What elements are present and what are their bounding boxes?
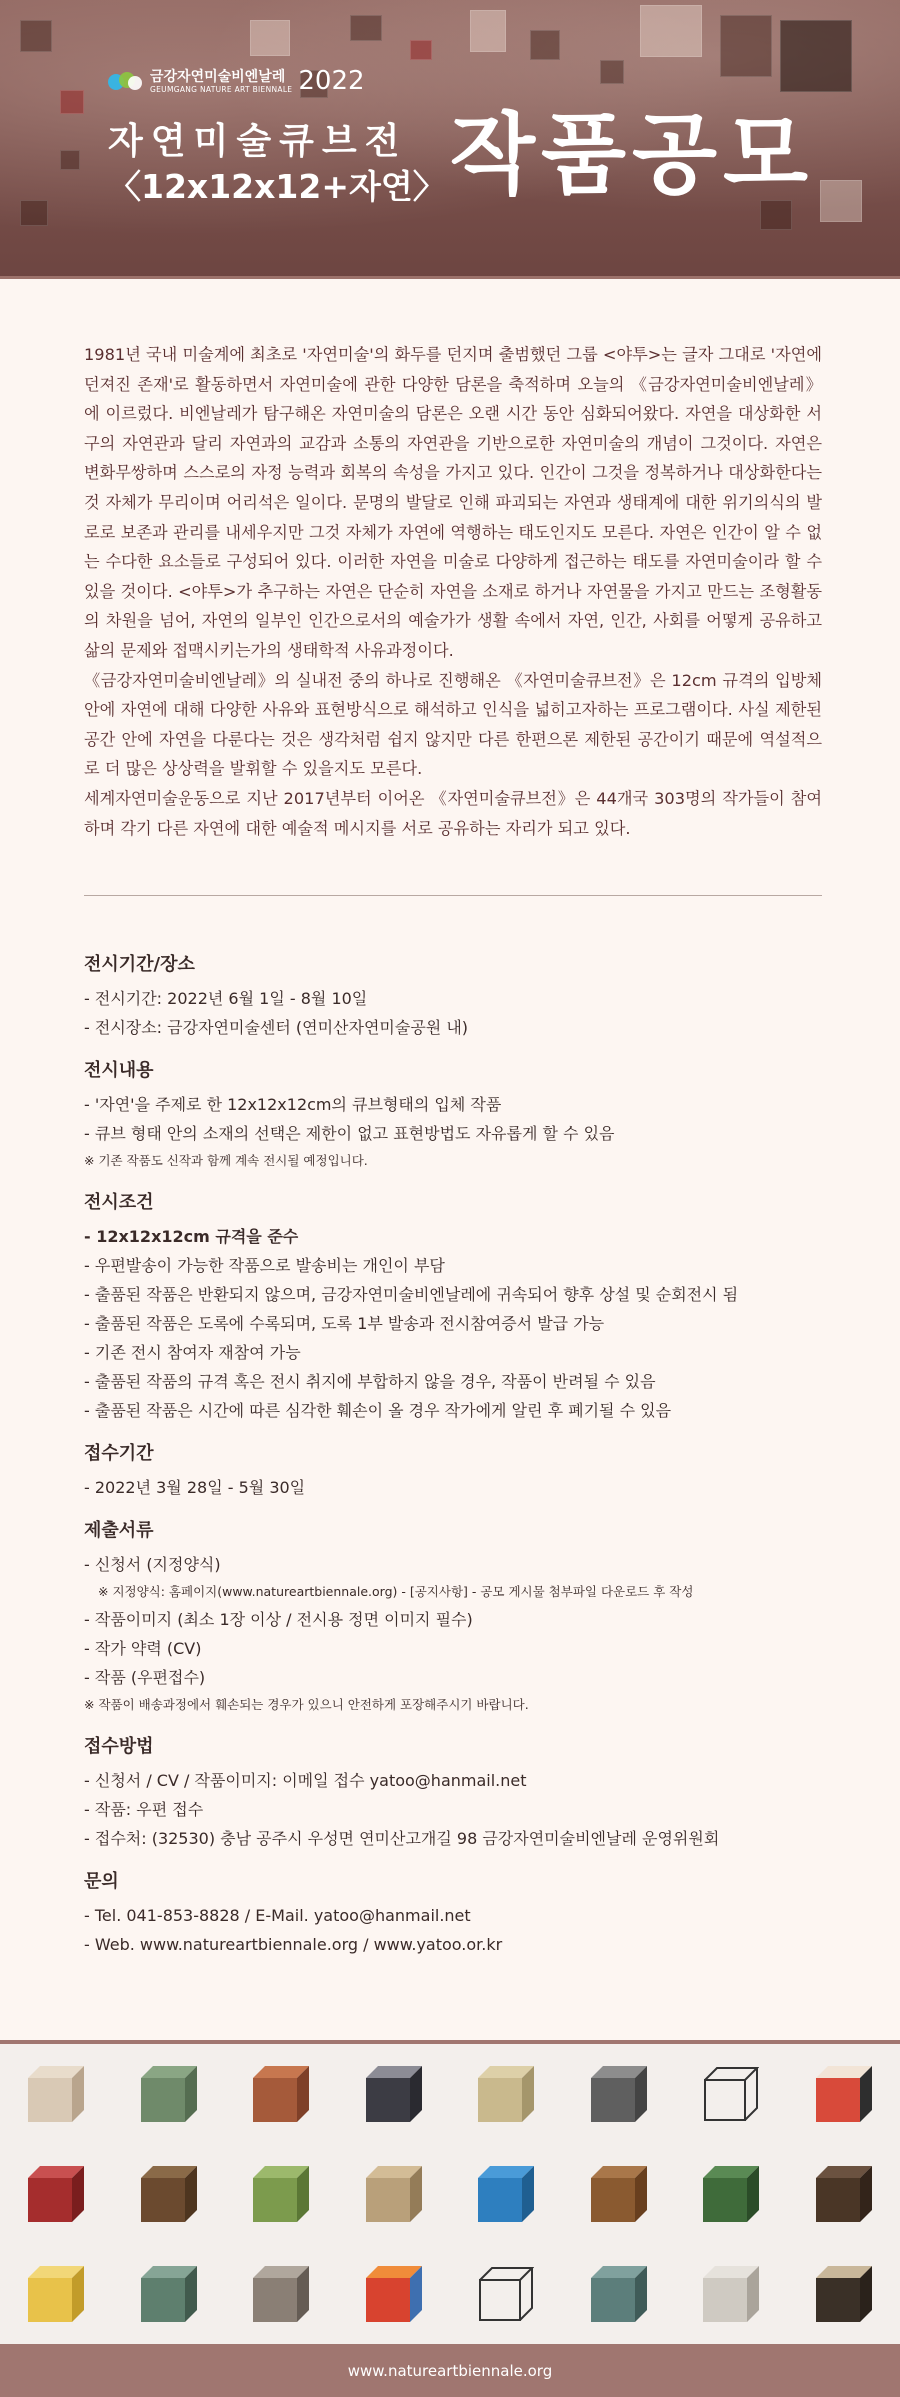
header-divider xyxy=(0,276,900,279)
paint-cube-icon xyxy=(366,2266,422,2322)
layered-cube-icon xyxy=(253,2266,309,2322)
artwork-thumbnail xyxy=(788,2044,900,2144)
content-line: - 큐브 형태 안의 소재의 선택은 제한이 없고 표현방법도 자유롭게 할 수 있음 xyxy=(84,1124,615,1143)
felt-cube-icon xyxy=(366,2066,422,2122)
section-method xyxy=(84,1732,844,1853)
footer-url-link[interactable]: www.natureartbiennale.org xyxy=(347,2361,553,2380)
logo-korean-text: 금강자연미술비엔날레 xyxy=(150,68,286,85)
artwork-thumbnail xyxy=(0,2244,113,2344)
section-content xyxy=(84,1056,844,1174)
artwork-thumbnail xyxy=(450,2044,563,2144)
section-contact xyxy=(84,1867,844,1959)
artwork-thumbnail xyxy=(675,2244,788,2344)
exhibition-title: 자연미술큐브전 xyxy=(108,121,408,162)
strata-cube-icon xyxy=(816,2266,872,2322)
method-line: - 작품: 우편 접수 xyxy=(84,1800,204,1819)
exhibition-subtitle: 〈12x12x12+자연〉 xyxy=(108,167,446,206)
contact-line: - Tel. 041-853-8828 / E-Mail. yatoo@hanmail.net xyxy=(84,1906,471,1925)
grass-cube-icon xyxy=(478,2066,534,2122)
document-line: - 신청서 (지정양식) xyxy=(84,1555,221,1574)
condition-line: - 우편발송이 가능한 작품으로 발송비는 개인이 부담 xyxy=(84,1256,445,1275)
dots-cube-icon xyxy=(816,2066,872,2122)
logo-english-text: GEUMGANG NATURE ART BIENNALE xyxy=(150,84,293,94)
method-line: - 접수처: (32530) 충남 공주시 우성면 연미산고개길 98 금강자연미술비엔날레 운영위원회 xyxy=(84,1829,720,1848)
artwork-thumbnail xyxy=(225,2144,338,2244)
moss-cube-icon xyxy=(703,2166,759,2222)
rust-cube-icon xyxy=(253,2066,309,2122)
artwork-thumbnail xyxy=(450,2144,563,2244)
deadline-line: - 2022년 3월 28일 - 5월 30일 xyxy=(84,1478,306,1497)
red-cube-icon xyxy=(28,2166,84,2222)
teal-cube-icon xyxy=(591,2266,647,2322)
section-title: 접수방법 xyxy=(84,1736,154,1757)
section-conditions xyxy=(84,1188,844,1425)
section-title: 접수기간 xyxy=(84,1443,154,1464)
seesaw-cube-icon xyxy=(141,2066,197,2122)
cheese-cube-icon xyxy=(28,2266,84,2322)
page-title: 작품공모 xyxy=(450,103,815,206)
document-note: ※ 작품이 배송과정에서 훼손되는 경우가 있으니 안전하게 포장해주시기 바랍니다. xyxy=(84,1697,529,1712)
artwork-thumbnail xyxy=(338,2144,451,2244)
section-period xyxy=(84,950,844,1042)
document-line: - 작품이미지 (최소 1장 이상 / 전시용 정면 이미지 필수) xyxy=(84,1610,473,1629)
condition-line: - 출품된 작품은 도록에 수록되며, 도록 1부 발송과 전시참여증서 발급 가능 xyxy=(84,1314,605,1333)
section-title: 전시기간/장소 xyxy=(84,954,195,975)
intro-text xyxy=(84,340,822,843)
blue-cube-icon xyxy=(478,2166,534,2222)
artwork-thumbnail xyxy=(0,2144,113,2244)
frame-cube-icon xyxy=(478,2266,534,2322)
document-line: - 작가 약력 (CV) xyxy=(84,1639,202,1658)
condition-line: - 12x12x12cm 규격을 준수 xyxy=(84,1227,299,1246)
artwork-thumbnail xyxy=(0,2044,113,2144)
biennale-logo[interactable] xyxy=(108,66,365,96)
section-title: 제출서류 xyxy=(84,1520,154,1541)
condition-line: - 기존 전시 참여자 재참여 가능 xyxy=(84,1343,301,1362)
artwork-thumbnail xyxy=(675,2144,788,2244)
content-note: ※ 기존 작품도 신작과 함께 계속 전시될 예정입니다. xyxy=(84,1153,368,1168)
section-deadline xyxy=(84,1439,844,1502)
section-documents xyxy=(84,1516,844,1718)
mountain-cube-icon xyxy=(141,2266,197,2322)
artwork-thumbnail xyxy=(675,2044,788,2144)
condition-line: - 출품된 작품은 시간에 따른 심각한 훼손이 올 경우 작가에게 알린 후 폐기될 수 있음 xyxy=(84,1401,672,1420)
artwork-thumbnail xyxy=(113,2144,226,2244)
intro-paragraph-3: 세계자연미술운동으로 지난 2017년부터 이어온 《자연미술큐브전》은 44개국 303명의 작가들이 참여하며 각기 다른 자연에 대한 예술적 메시지를 서로 공유하는 자리가 되고 있다. xyxy=(84,788,822,838)
call-details xyxy=(84,950,844,1973)
document-line: - 작품 (우편접수) xyxy=(84,1668,206,1687)
intro-paragraph-1: 1981년 국내 미술계에 최초로 '자연미술'의 화두를 던지며 출범했던 그룹 <야투>는 글자 그대로 '자연에 던져진 존재'로 활동하면서 자연미술에 관한 다양한 담론을 축적하며 오늘의 《금강자연미술비엔날레》에 이르렀다. 비엔날레가 탐구해온 자연미술의 담론은 오랜 시간 동안 심화되어왔다. 자연을 대상화한 서구의 자연관과 달리 자연과의 교감과 소통의 자연관을 기반으로한 자연미술의 개념이 그것이다. 자연은 변화무쌍하며 스스로의 자정 능력과 회복의 속성을 가지고 있다. 인간이 그것을 정복하거나 대상화한다는 것 자체가 무리이며 어리석은 일이다. 문명의 발달로 인해 파괴되는 자연과 생태계에 대한 위기의식의 발로로 보존과 관리를 내세우지만 그것 자체가 자연에 역행하는 태도인지도 모른다. 자연은 인간이 알 수 없는 수다한 요소들로 구성되어 있다. 이러한 자연을 미술로 다양하게 접근하는 태도를 자연미술이라 할 수 있을 것이다. <야투>가 추구하는 자연은 단순히 자연을 소재로 하거나 자연물을 가지고 만드는 조형활동의 차원을 넘어, 자연의 일부인 인간으로서의 예술가가 생활 속에서 자연, 인간, 사회를 어떻게 공유하고 삶의 문제와 접맥시키는가의 생태학적 사유과정이다. xyxy=(84,345,822,660)
artwork-thumbnail xyxy=(450,2244,563,2344)
content-line: - '자연'을 주제로 한 12x12x12cm의 큐브형태의 입체 작품 xyxy=(84,1095,502,1114)
dark-wood-cube-icon xyxy=(816,2166,872,2222)
artwork-thumbnail xyxy=(113,2244,226,2344)
artwork-thumbnail xyxy=(113,2044,226,2144)
logo-year: 2022 xyxy=(298,66,365,96)
period-line: - 전시기간: 2022년 6월 1일 - 8월 10일 xyxy=(84,989,368,1008)
green-wire-cube-icon xyxy=(253,2166,309,2222)
white-rock-cube-icon xyxy=(703,2266,759,2322)
section-title: 문의 xyxy=(84,1871,119,1892)
intro-paragraph-2: 《금강자연미술비엔날레》의 실내전 중의 하나로 진행해온 《자연미술큐브전》은 12cm 규격의 입방체 안에 자연에 대해 다양한 사유와 표현방식으로 해석하고 인식을 넓히고자하는 프로그램이다. 사실 제한된 공간 안에 자연을 다룬다는 것은 생각처럼 쉽지 않지만 다른 한편으론 제한된 공간이기 때문에 역설적으로 더 많은 상상력을 발휘할 수 있을지도 모른다. xyxy=(84,670,822,779)
condition-line: - 출품된 작품은 반환되지 않으며, 금강자연미술비엔날레에 귀속되어 향후 상설 및 순회전시 됨 xyxy=(84,1285,739,1304)
footer xyxy=(0,2344,900,2397)
artwork-thumbnail xyxy=(338,2044,451,2144)
condition-line: - 출품된 작품의 규격 혹은 전시 취지에 부합하지 않을 경우, 작품이 반려될 수 있음 xyxy=(84,1372,656,1391)
wire-cube-icon xyxy=(703,2066,759,2122)
artwork-thumbnail xyxy=(563,2144,676,2244)
artwork-thumbnail xyxy=(563,2244,676,2344)
section-divider xyxy=(84,895,822,896)
artwork-thumbnail xyxy=(788,2244,900,2344)
venue-line: - 전시장소: 금강자연미술센터 (연미산자연미술공원 내) xyxy=(84,1018,469,1037)
stone-cube-icon xyxy=(591,2066,647,2122)
branch-cube-icon xyxy=(366,2166,422,2222)
artwork-gallery xyxy=(0,2044,900,2344)
logo-mark-icon xyxy=(108,70,144,92)
artwork-thumbnail xyxy=(338,2244,451,2344)
section-title: 전시조건 xyxy=(84,1192,154,1213)
artwork-thumbnail xyxy=(225,2044,338,2144)
artwork-thumbnail xyxy=(788,2144,900,2244)
artwork-thumbnail xyxy=(225,2244,338,2344)
sticks-cube-icon xyxy=(141,2166,197,2222)
wood-cube-icon xyxy=(591,2166,647,2222)
contact-line: - Web. www.natureartbiennale.org / www.yatoo.or.kr xyxy=(84,1935,503,1954)
spiky-cube-icon xyxy=(28,2066,84,2122)
header-banner xyxy=(0,0,900,278)
artwork-thumbnail xyxy=(563,2044,676,2144)
document-note: ※ 지정양식: 홈페이지(www.natureartbiennale.org) - [공지사항] - 공모 게시물 첨부파일 다운로드 후 작성 xyxy=(98,1584,694,1599)
section-title: 전시내용 xyxy=(84,1060,154,1081)
method-line: - 신청서 / CV / 작품이미지: 이메일 접수 yatoo@hanmail.net xyxy=(84,1771,527,1790)
